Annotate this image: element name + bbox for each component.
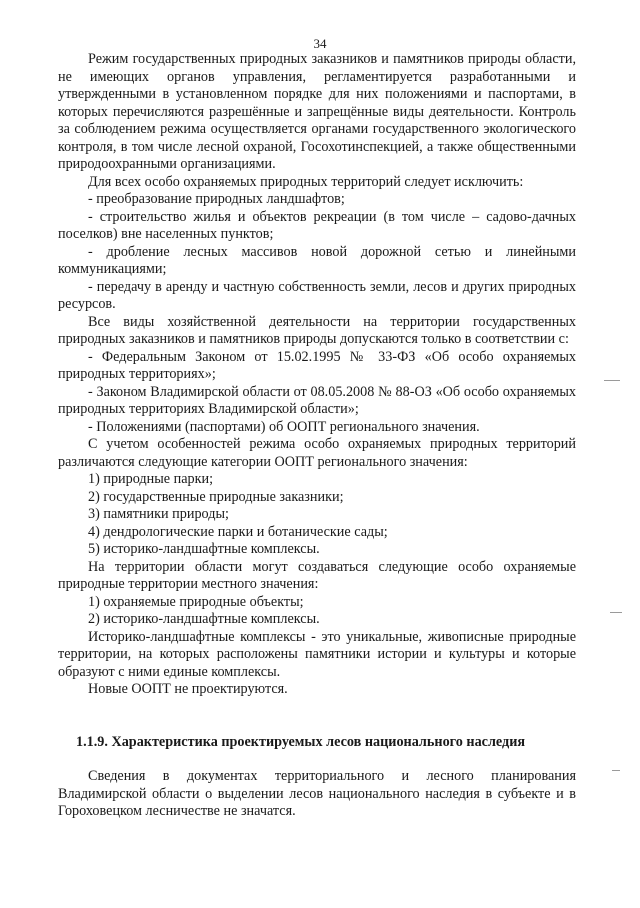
section-body — [58, 768, 576, 821]
section-heading: 1.1.9. Характеристика проектируемых лесов национального наследия — [76, 734, 526, 750]
body-text — [58, 51, 576, 699]
list-item-local: 1) охраняемые природные объекты; — [88, 593, 304, 610]
paragraph-new-protected-areas: Новые ООПТ не проектируются. — [88, 681, 288, 697]
paragraph-regime: Режим государственных природных заказников и памятников природы области, не имеющих органов управления, регламентируется разработанными и утвержденными в установленном порядке для них положениями и паспортами, в которых перечисляются разрешённые и запрещённые виды деятельности. Контроль за соблюдением режима осуществляется органами государственного экологического контроля, в том числе лесной охраной, Госохотинспекцией, а также общественными природоохранными организациями. — [58, 51, 576, 172]
list-item-exclusion: - дробление лесных массивов новой дорожной сетью и линейными коммуникациями; — [58, 243, 576, 277]
paragraph-historical-complexes: Историко-ландшафтные комплексы - это уникальные, живописные природные территории, на которых расположены памятники истории и культуры и которые образуют с ними единые комплексы. — [58, 628, 576, 680]
list-item-local: 2) историко-ландшафтные комплексы. — [88, 611, 320, 627]
list-item-category: 4) дендрологические парки и ботанические сады; — [88, 523, 388, 540]
scan-artifact — [610, 612, 622, 613]
paragraph-exclusions-intro: Для всех особо охраняемых природных территорий следует исключить: — [88, 173, 524, 190]
page-number: 34 — [313, 36, 327, 51]
list-item-law: - Положениями (паспортами) об ООПТ регионального значения. — [88, 418, 480, 435]
list-item-exclusion: - преобразование природных ландшафтов; — [88, 191, 345, 207]
list-item-exclusion: - передачу в аренду и частную собственность земли, лесов и других природных ресурсов. — [58, 278, 576, 312]
paragraph-activities: Все виды хозяйственной деятельности на территории государственных природных заказников и памятников природы допускаются только в соответствии с: — [58, 313, 576, 347]
list-item-category: 1) природные парки; — [88, 471, 214, 487]
paragraph-categories-intro: С учетом особенностей режима особо охраняемых природных территорий различаются следующие категории ООПТ регионального значения: — [58, 436, 576, 470]
list-item-category: 2) государственные природные заказники; — [88, 488, 344, 505]
list-item-law: - Законом Владимирской области от 08.05.2008 № 88-ОЗ «Об особо охраняемых природных территориях Владимирской области»; — [58, 383, 576, 417]
list-item-category: 3) памятники природы; — [88, 506, 229, 522]
scan-artifact — [612, 770, 620, 771]
paragraph-national-heritage: Сведения в документах территориального и лесного планирования Владимирской области о выделении лесов национального наследия в субъекте и в Гороховецком лесничестве не значатся. — [58, 768, 576, 819]
scan-artifact — [604, 380, 620, 381]
list-item-category: 5) историко-ландшафтные комплексы. — [88, 541, 320, 557]
list-item-law: - Федеральным Законом от 15.02.1995 № 33-ФЗ «Об особо охраняемых природных территориях»; — [58, 348, 576, 382]
paragraph-local-intro: На территории области могут создаваться следующие особо охраняемые природные территории местного значения: — [58, 558, 576, 592]
list-item-exclusion: - строительство жилья и объектов рекреации (в том числе – садово-дачных поселков) вне населенных пунктов; — [58, 208, 576, 242]
